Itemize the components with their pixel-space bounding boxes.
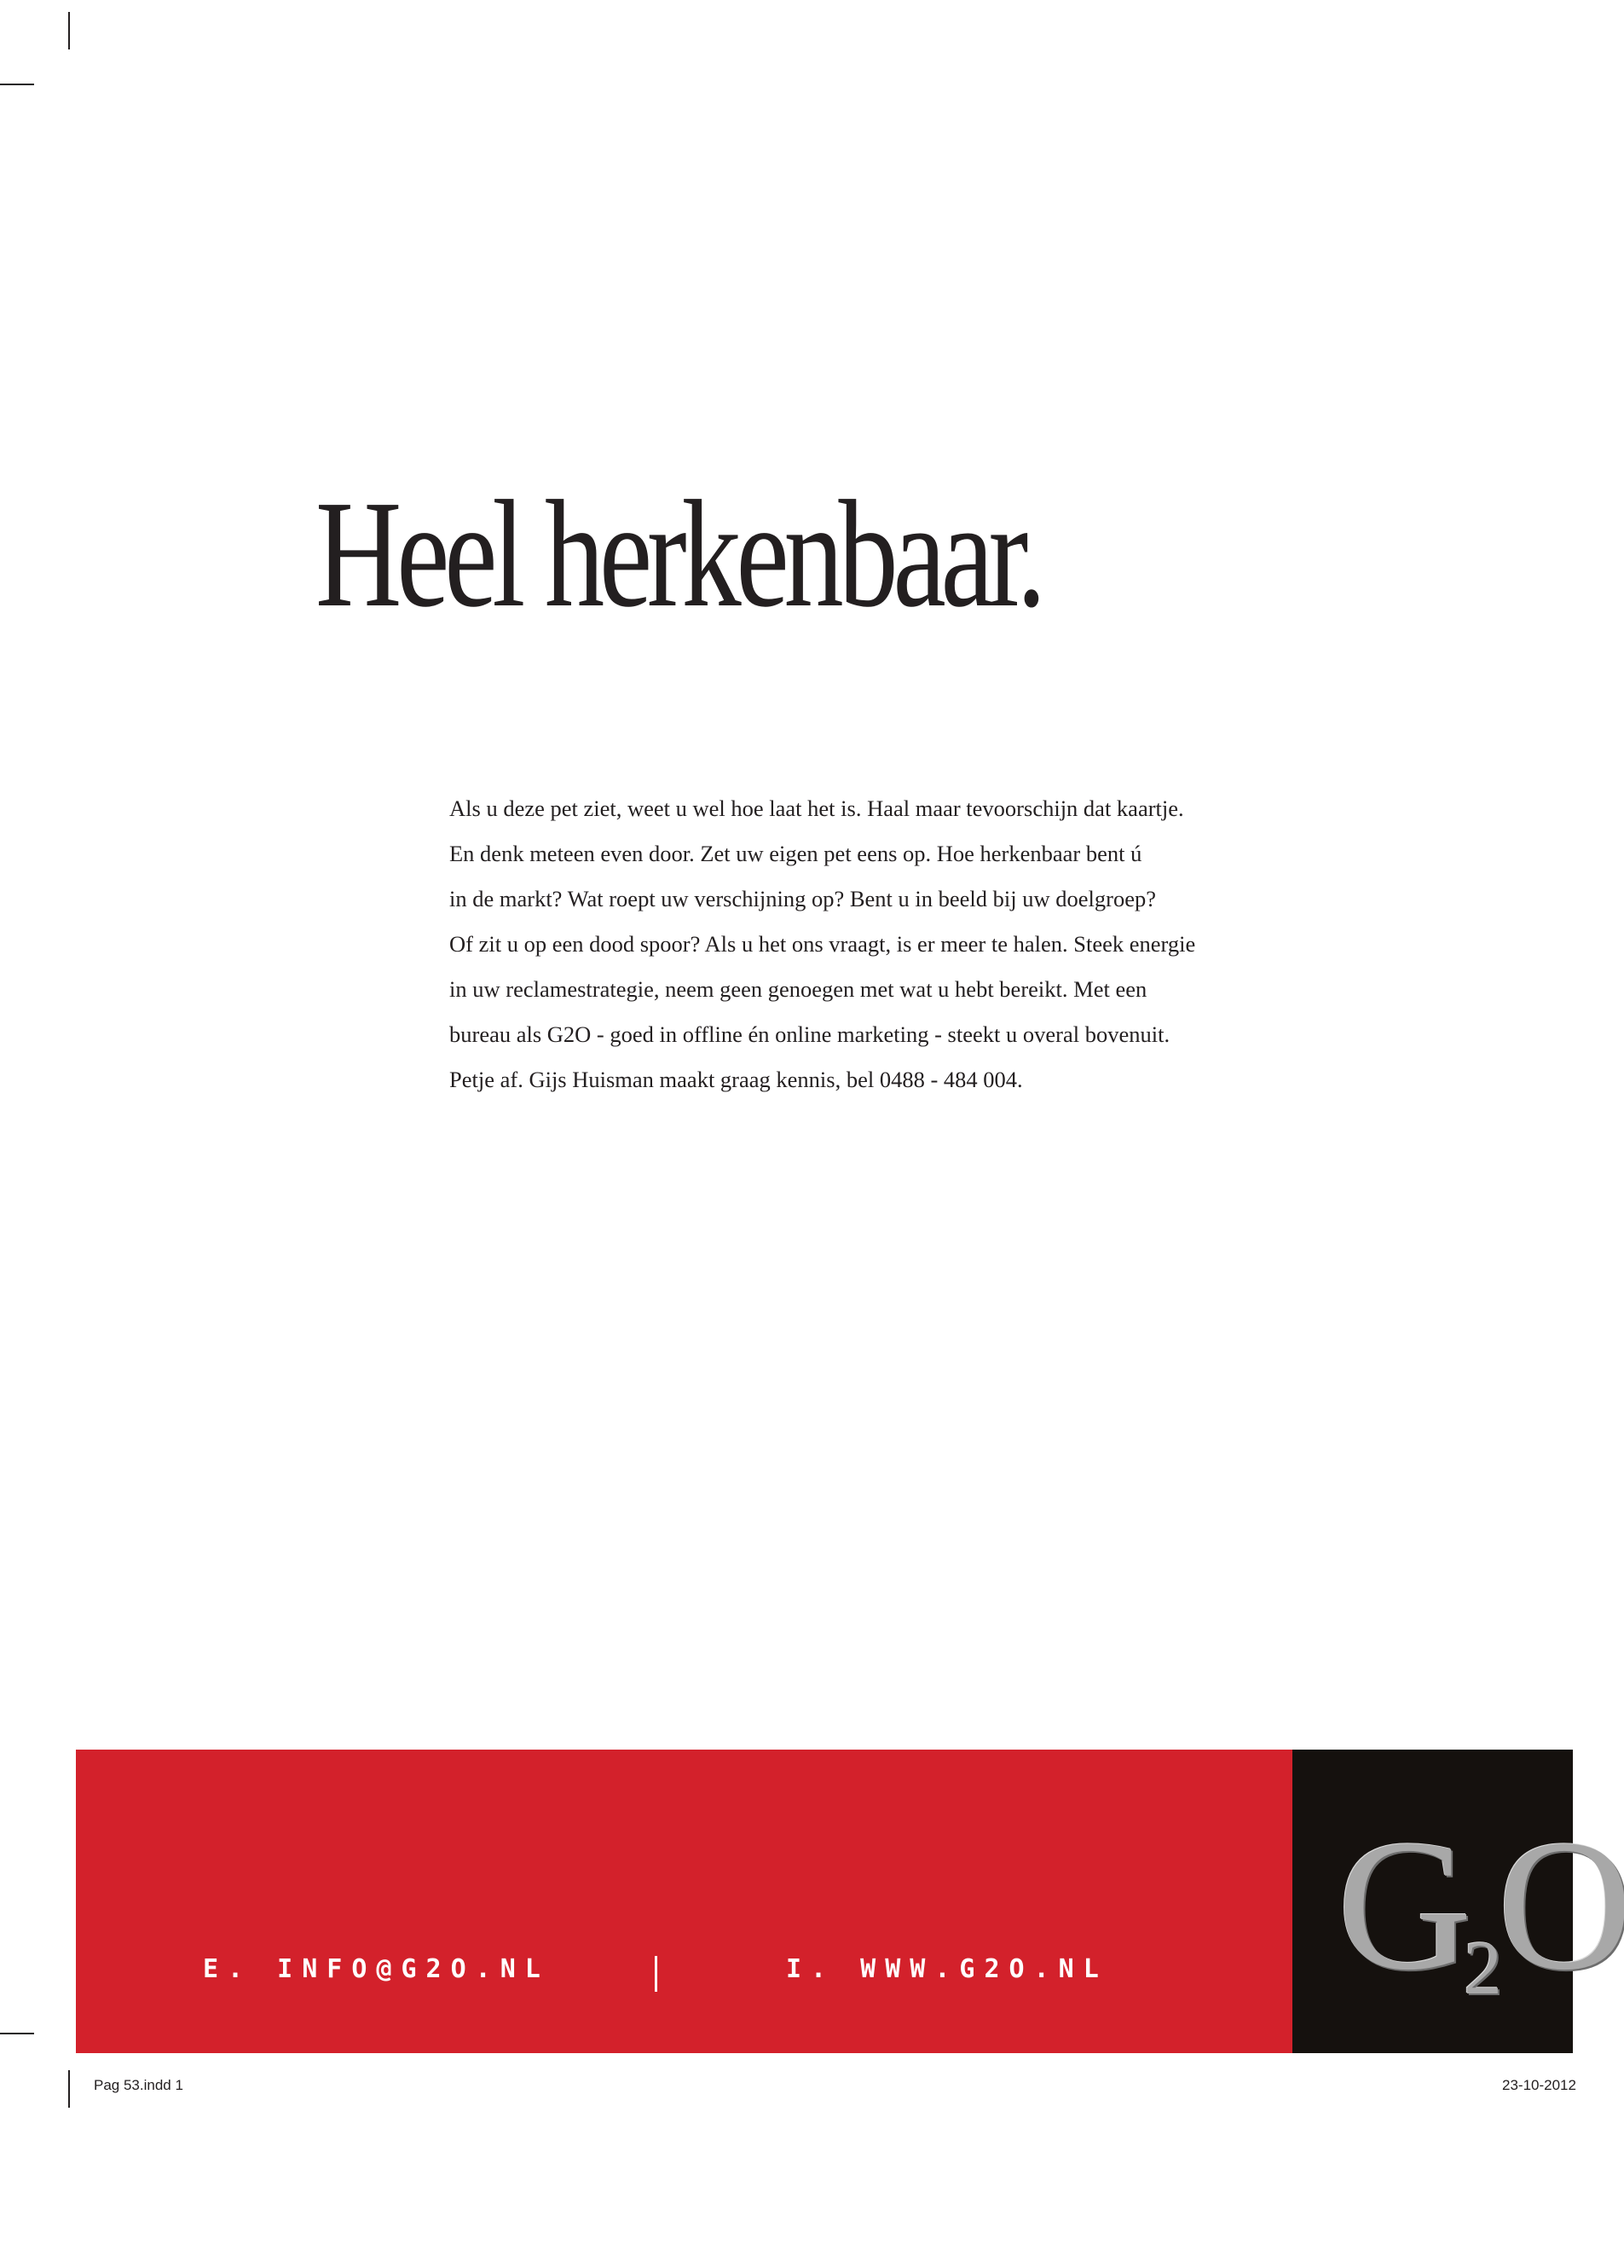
body-line: Of zit u op een dood spoor? Als u het ons vraagt, is er meer te halen. Steek energie bbox=[449, 931, 1196, 957]
contact-separator bbox=[655, 1956, 657, 1992]
logo-subscript-2: 2 bbox=[1463, 1926, 1502, 2011]
crop-mark-top-left-vertical bbox=[68, 12, 70, 49]
body-line: Petje af. Gijs Huisman maakt graag kennis, bel 0488 - 484 004. bbox=[449, 1067, 1023, 1092]
body-line: En denk meteen even door. Zet uw eigen pet eens op. Hoe herkenbaar bent ú bbox=[449, 841, 1142, 866]
body-line: in uw reclamestrategie, neem geen genoegen met wat u hebt bereikt. Met een bbox=[449, 976, 1147, 1002]
headline: Heel herkenbaar. bbox=[315, 469, 1042, 639]
logo-letter-g: G bbox=[1337, 1801, 1464, 2009]
logo-letter-o: O bbox=[1496, 1801, 1624, 2009]
body-line: in de markt? Wat roept uw verschijning op? Bent u in beeld bij uw doelgroep? bbox=[449, 886, 1156, 911]
g2o-logo bbox=[1292, 1750, 1624, 2053]
contact-banner bbox=[76, 1750, 1624, 2053]
slug-date: 23-10-2012 bbox=[1502, 2077, 1576, 2093]
email-contact[interactable]: E. INFO@G2O.NL bbox=[203, 1954, 550, 1984]
g2o-logo-mark bbox=[1337, 1801, 1624, 2011]
body-line: Als u deze pet ziet, weet u wel hoe laat het is. Haal maar tevoorschijn dat kaartje. bbox=[449, 796, 1184, 821]
crop-mark-bottom-left-horizontal bbox=[0, 2033, 34, 2034]
body-line: bureau als G2O - goed in offline én online marketing - steekt u overal bovenuit. bbox=[449, 1021, 1170, 1047]
website-contact[interactable]: I. WWW.G2O.NL bbox=[786, 1954, 1108, 1984]
crop-mark-bottom-left-vertical bbox=[68, 2070, 70, 2108]
body-copy bbox=[449, 786, 1242, 1102]
slug-filename: Pag 53.indd 1 bbox=[94, 2077, 183, 2093]
crop-mark-top-left-horizontal bbox=[0, 84, 34, 85]
